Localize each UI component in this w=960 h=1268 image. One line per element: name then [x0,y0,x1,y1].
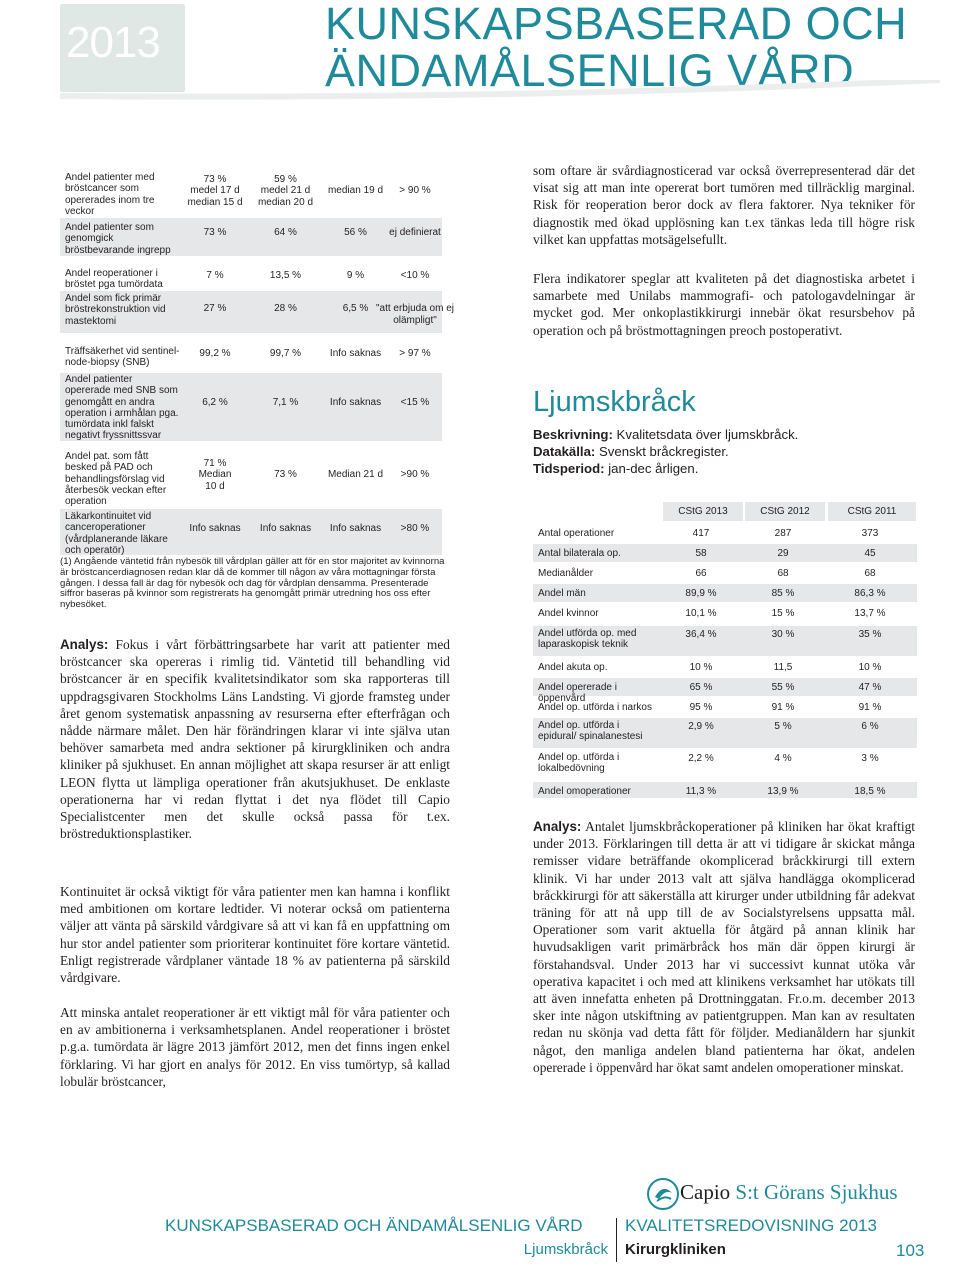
cell-value: 95 % [689,702,713,713]
row-label: Andel patienter opererade med SNB som genomgått en andra operation i armhålan pga. tumördata inkl falskt negativt fryssnittssvar [65,374,179,442]
row-label: Medianålder [538,568,594,579]
table-row [0,451,450,507]
right-paragraph-2: Flera indikatorer speglar att kvaliteten på det diagnostiska arbetet i samarbete med Unilabs mammografi- och patologavdelningar är mycket god. Mer onkoplastikkirurgi innebär ökat resursbehov på operation och på bröstmottagningen preoch postoperativt. [533,271,915,338]
footer-clinic: Kirurgkliniken [625,1241,726,1258]
cell-c1: 7 % [206,270,224,282]
cell-value: 10,1 % [685,608,717,619]
cell-value: 65 % [689,682,713,693]
footer-section-title: KUNSKAPSBASERAD OCH ÄNDAMÅLSENLIG VÅRD [165,1216,583,1235]
analysis-paragraph-3: Att minska antalet reoperationer är ett viktigt mål för våra patienter och en av ambitionerna i verksamhetsplanen. Andel reoperationer i bröstet p.g.a. tumördata är lägre 2013 jämfört 2012, men det finns ingen enkel förklaring. Vi har gjort en analys för 2012. En viss tumörtyp, så kallad lobulär bröstcancer, [60,1005,450,1089]
footer-subsection: Ljumskbråck [523,1241,608,1258]
cell-value: 13,9 % [767,786,799,797]
cell-value: 36,4 % [685,629,717,640]
cell-c2: 7,1 % [272,397,299,409]
cell-value: 86,3 % [854,588,886,599]
cell-value: 5 % [774,721,792,732]
row-label: Andel utförda op. med laparaskopisk teknik [538,628,637,650]
row-label: Andel op. utförda i lokalbedövning [538,752,620,774]
cell-c1: 73 % [203,227,227,239]
cell-value: 10 % [858,662,882,673]
page-number: 103 [896,1241,925,1260]
cell-c3: Info saknas [329,397,382,409]
cell-value: 15 % [771,608,795,619]
title-line-1: KUNSKAPSBASERAD OCH [325,0,908,49]
row-label: Andel pat. som fått besked på PAD och behandlingsförslag vid återbesök veckan efter operation [65,451,167,508]
footnote: (1) Angående väntetid från nybesök till vårdplan gäller att för en stor majoritet av kvinnorna är bröstcancerdiagnosen redan klar då de kommer till någon av våra mottagningar första gången. I dessa fall är dag för nybesök och dag för vårdplan densamma. Presenterade siffror baseras på kvinnor som registrerats ha genomgått primär utredning hos oss efter nybesöket. [60,556,445,611]
cell-value: 4 % [774,753,792,764]
table-row [0,268,450,292]
cell-c4: <10 % [400,270,430,282]
row-label: Andel reoperationer i bröstet pga tumördata [65,268,163,291]
cell-c3: 56 % [344,227,367,239]
row-label: Antal operationer [538,528,615,539]
cell-value: 85 % [771,588,795,599]
row-label: Träffsäkerhet vid sentinel-node-biopsy (SNB) [65,346,180,369]
cell-c2: 73 % [274,469,297,481]
analysis-right-label: Analys: [533,819,582,834]
table-row [0,374,450,440]
table-row [0,222,450,256]
cell-value: 58 [695,548,707,559]
hospital-name: Capio S:t Görans Sjukhus [680,1180,898,1204]
row-label: Andel akuta op. [538,662,608,673]
cell-c3: 6,5 % [342,303,369,315]
row-label: Andel opererade i öppenvård [538,682,617,704]
column-header: CStG 2012 [745,502,825,521]
year-label: 2013 [66,18,160,67]
table-row [533,678,917,704]
cell-value: 30 % [771,629,795,640]
cell-c2: Info saknas [259,523,312,535]
cell-value: 11,3 % [685,786,717,797]
cell-value: 68 [777,568,789,579]
cell-c3: Median 21 d [327,469,384,481]
table-row [0,346,450,370]
cell-c1: Info saknas [189,523,241,535]
cell-c3: 9 % [346,270,365,282]
row-label: Antal bilaterala op. [538,548,621,559]
cell-value: 373 [861,528,879,539]
table-row [0,511,450,555]
cell-value: 11,5 [773,662,793,673]
section-description: Beskrivning: Kvalitetsdata över ljumskbråck. Datakälla: Svenskt bråckregister. Tidsperiod: jan-dec årligen. [533,427,799,476]
cell-value: 29 [777,548,789,559]
cell-value: 55 % [771,682,795,693]
cell-value: 66 [695,568,707,579]
cell-value: 45 [864,548,876,559]
cell-c4: > 90 % [399,185,431,197]
row-label: Andel patienter som genomgick bröstbevarande ingrepp [65,222,171,256]
analysis-paragraph-1: Analys: Fokus i vårt förbättringsarbete har varit att patienter med bröstcancer ska opereras i rimlig tid. Väntetid till behandling vid bröstcancer är en specifik kvalitetsindikator som ska rapporteras till uppdragsgivaren Stockholms Läns Landsting. Vi gjorde framsteg under året genom systematisk anpassning av resurserna efter efterfrågan och nådde närmare målet. Den här förändringen klarar vi inte själva utan behöver samarbeta med andra sektioner på kirurgkliniken och andra kliniker på sjukhuset. En annan möjlighet att skapa resurser är att enligt LEON flytta ut lämpliga operationer från akutsjukhuset. De enklaste operationerna har vi redan flyttat i det nya flödet till Capio Specialistcenter men det skulle också passa för t.ex. bröstreduktionsplastiker. [60,637,450,842]
cell-value: 35 % [858,629,882,640]
column-header: CStG 2011 [828,502,916,521]
table-row [533,584,917,602]
cell-c2: 13,5 % [269,270,302,282]
cell-c4: "att erbjuda om ej olämpligt" [375,303,455,326]
cell-value: 91 % [858,702,882,713]
cell-c1: 73 % medel 17 d median 15 d [187,174,243,208]
footer-report-title: KVALITETSREDOVISNING 2013 [625,1216,877,1235]
cell-value: 18,5 % [854,786,886,797]
table-row [533,718,917,748]
analysis-paragraph-2: Kontinuitet är också viktigt för våra patienter men kan hamna i konflikt med ambitionen om kortare ledtider. Vi noterar också om patienterna väljer att vänta på särskild vårdgivare så att vi kan få en uppfattning om hur stor andel patienter som prioriterar kontinuitet före kortare väntetid. Enligt registrerade vårdplaner väntade 18 % av patienterna på särskild vårdgivare. [60,884,450,986]
table-row [533,626,917,656]
cell-c4: <15 % [400,397,430,409]
row-label: Andel kvinnor [538,608,599,619]
cell-value: 2,2 % [688,753,714,764]
table-row [533,604,917,624]
cell-c1: 6,2 % [202,397,228,409]
row-label: Andel patienter med bröstcancer som opererades inom tre veckor [65,172,155,217]
table-row [533,782,917,798]
analysis-label: Analys: [60,637,109,652]
column-header: CStG 2013 [663,502,743,521]
cell-value: 91 % [771,702,795,713]
row-label: Andel op. utförda i epidural/ spinalanestesi [538,720,643,742]
cell-c3: Info saknas [329,523,382,535]
cell-c1: 99,2 % [199,348,231,360]
cell-value: 287 [774,528,792,539]
cell-value: 417 [692,528,710,539]
cell-c4: > 97 % [399,348,431,360]
right-paragraph-1: som oftare är svårdiagnosticerad var också överrepresenterad där det visat sig att man inte opererat bort tumören med tillräcklig marginal. Risk för reoperation beror dock av flera faktorer. Nya tekniker för diagnostik med ökad upplösning kan t.ex tänkas leda till högre risk vilket kan uppfattas motsägelsefullt. [533,163,915,247]
header-swoosh [60,80,960,120]
cell-value: 10 % [689,662,713,673]
title-line-2: ÄNDAMÅLSENLIG VÅRD [325,45,855,96]
cell-c1: 27 % [203,303,227,315]
analysis-right-paragraph: Analys: Antalet ljumskbråckoperationer på kliniken har ökat kraftigt under 2013. Förklaringen till detta är att vi tidigare år skickat många remisser vidare beträffande okomplicerad bråckkirurgi till extern klinik. Vi har under 2013 valt att själva handlägga okomplicerad bråckkirurgi för att säkerställa att kirurger under utbildning får adekvat träning för att nå upp till de av Socialstyrelsens uppsatta mål. Operationer som varit aktuella för åtgärd på annan klinik har huvudsakligen varit primärbråck hos män där öppen kirurgi är förstahandsval. Under 2013 har vi successivt kunnat utöka vår operativa kapacitet i och med att klinikens verksamhet har utökats till att även innefatta enheten på Drottninggatan. Fr.o.m. december 2013 sker inte någon utskiftning av patientgruppen. Man kan av resultaten redan nu skönja vad detta fått för följder. Medianåldern har sjunkit något, den manliga andelen bland patienterna har ökat, andelen opererade i öppenvård har ökat samt andelen omoperationer minskat. [533,819,915,1075]
table-row [0,293,455,333]
cell-value: 2,9 % [688,721,714,732]
cell-c3: median 19 d [327,185,384,197]
cell-c3: Info saknas [329,348,382,360]
cell-c2: 64 % [274,227,297,239]
cell-c4: >80 % [400,523,430,535]
cell-c1: 71 % Median 10 d [198,458,232,492]
row-label: Läkarkontinuitet vid canceroperationer (vårdplanerande läkare och operatör) [65,511,168,556]
table-row [533,544,917,562]
year-badge [60,4,185,92]
table-row [0,172,450,218]
cell-value: 68 [864,568,876,579]
table-row [533,524,917,542]
table-row [533,750,917,780]
cell-c2: 99,7 % [269,348,302,360]
table-row [533,564,917,582]
cell-c4: ej definierat [389,227,441,239]
table-row [533,658,917,676]
cell-value: 13,7 % [854,608,886,619]
section-heading-ljumskbrack: Ljumskbråck [533,386,696,418]
cell-value: 3 % [861,753,879,764]
row-label: Andel op. utförda i narkos [538,702,652,713]
row-label: Andel omoperationer [538,786,631,797]
row-label: Andel som fick primär bröstrekonstruktion vid mastektomi [65,293,166,327]
cell-value: 89,9 % [685,588,717,599]
cell-c2: 28 % [274,303,297,315]
cell-c4: >90 % [400,469,430,481]
table-row [533,698,917,716]
cell-value: 6 % [861,721,879,732]
footer-divider [616,1218,617,1262]
cell-value: 47 % [858,682,882,693]
cell-c2: 59 % medel 21 d median 20 d [257,174,314,208]
row-label: Andel män [538,588,586,599]
